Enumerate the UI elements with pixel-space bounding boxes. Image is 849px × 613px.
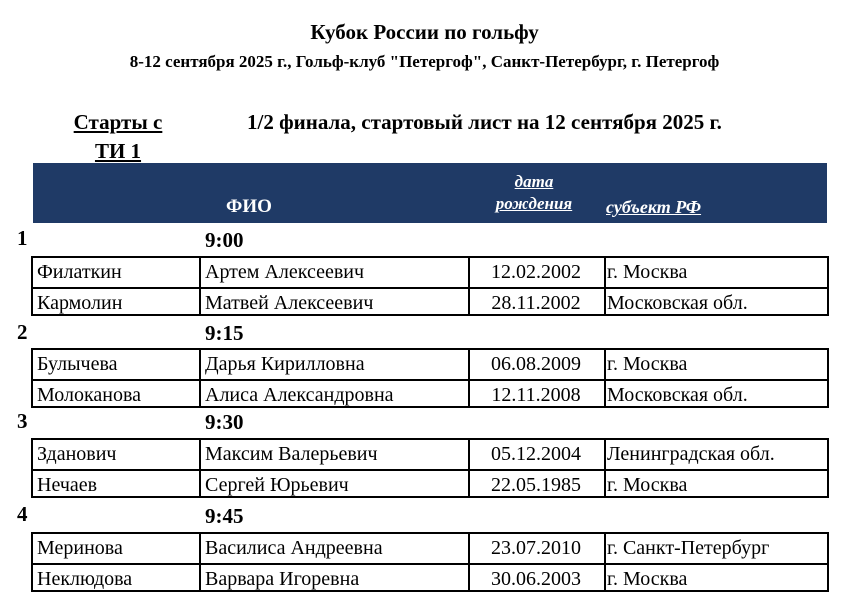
column-header-region: субъект РФ xyxy=(606,197,702,217)
player-dob: 30.06.2003 xyxy=(491,568,581,590)
table-row xyxy=(33,287,827,318)
group-time: 9:00 xyxy=(205,228,244,252)
starts-tee-label xyxy=(52,108,184,166)
table-row xyxy=(33,534,827,563)
player-last-name: Кармолин xyxy=(37,292,123,314)
player-last-name: Нечаев xyxy=(37,474,98,496)
player-last-name: Зданович xyxy=(37,443,117,465)
player-first-name: Василиса Андреевна xyxy=(205,537,383,559)
player-dob: 12.11.2008 xyxy=(491,384,581,406)
group-time: 9:30 xyxy=(205,410,244,434)
player-dob: 12.02.2002 xyxy=(491,261,581,283)
group-number: 3 xyxy=(17,409,28,433)
player-last-name: Филаткин xyxy=(37,261,122,283)
group-number: 4 xyxy=(17,502,28,526)
player-last-name: Меринова xyxy=(37,537,123,559)
player-first-name: Максим Валерьевич xyxy=(205,443,378,465)
group-time: 9:15 xyxy=(205,321,244,345)
player-dob: 28.11.2002 xyxy=(491,292,581,314)
player-dob: 05.12.2004 xyxy=(491,443,581,465)
column-header-fio: ФИО xyxy=(226,196,272,217)
player-region: г. Москва xyxy=(607,568,688,590)
group-table xyxy=(31,348,829,408)
starts-tee-line1: Старты с xyxy=(73,110,163,134)
table-row xyxy=(33,350,827,379)
player-region: г. Москва xyxy=(607,353,688,375)
table-row xyxy=(33,563,827,594)
round-title: 1/2 финала, стартовый лист на 12 сентября 2025 г. xyxy=(247,110,722,134)
table-row xyxy=(33,379,827,410)
group-number: 2 xyxy=(17,320,28,344)
player-dob: 22.05.1985 xyxy=(491,474,581,496)
player-dob: 23.07.2010 xyxy=(491,537,581,559)
table-row xyxy=(33,258,827,287)
player-region: Московская обл. xyxy=(607,384,748,406)
player-last-name: Неклюдова xyxy=(37,568,133,590)
document-subtitle: 8-12 сентября 2025 г., Гольф-клуб "Петергоф", Санкт-Петербург, г. Петергоф xyxy=(129,52,720,71)
group-number: 1 xyxy=(17,226,28,250)
table-row xyxy=(33,469,827,500)
player-region: г. Москва xyxy=(607,261,688,283)
group-time: 9:45 xyxy=(205,504,244,528)
player-region: Московская обл. xyxy=(607,292,748,314)
player-dob: 06.08.2009 xyxy=(491,353,581,375)
player-first-name: Алиса Александровна xyxy=(205,384,394,406)
player-first-name: Дарья Кирилловна xyxy=(205,353,365,375)
column-header-dob xyxy=(486,171,582,215)
player-region: г. Москва xyxy=(607,474,688,496)
player-first-name: Матвей Алексеевич xyxy=(205,292,374,314)
player-region: Ленинградская обл. xyxy=(607,443,775,465)
player-region: г. Санкт-Петербург xyxy=(607,537,770,559)
player-last-name: Булычева xyxy=(37,353,118,375)
group-table xyxy=(31,256,829,316)
starts-tee-line2: ТИ 1 xyxy=(94,139,142,163)
document-title: Кубок России по гольфу xyxy=(310,20,539,44)
player-first-name: Артем Алексеевич xyxy=(205,261,365,283)
table-row xyxy=(33,440,827,469)
column-header-dob-line2: рождения xyxy=(495,194,573,213)
group-table xyxy=(31,438,829,498)
group-table xyxy=(31,532,829,592)
column-header-dob-line1: дата xyxy=(514,172,554,191)
player-first-name: Варвара Игоревна xyxy=(205,568,360,590)
table-header-band xyxy=(33,163,827,223)
player-first-name: Сергей Юрьевич xyxy=(205,474,349,496)
player-last-name: Молоканова xyxy=(37,384,142,406)
